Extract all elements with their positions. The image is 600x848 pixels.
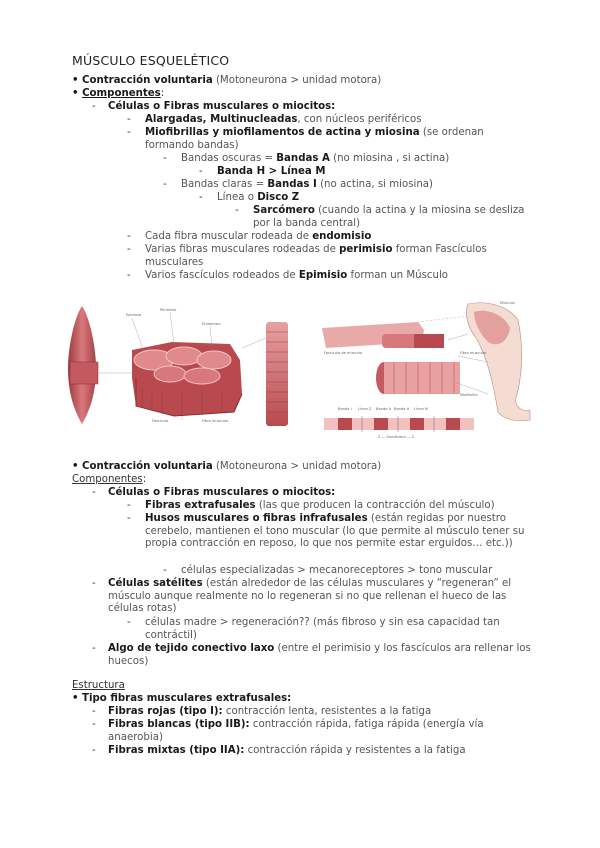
- s1-dash: -: [163, 179, 167, 190]
- s1-componentes-colon: :: [160, 88, 165, 99]
- s1-dash: -: [127, 244, 131, 255]
- s1-disco-bold: Disco Z: [257, 192, 300, 203]
- s1-oscuras-bold: Bandas A: [276, 153, 330, 164]
- s2-componentes-colon: :: [142, 474, 147, 485]
- s1-endomisio: [145, 231, 371, 244]
- fig-label: Fibra muscular: [202, 419, 229, 423]
- s3-rojas-bold: Fibras rojas (tipo I):: [108, 706, 223, 717]
- s1-perimisio-text: Varias fibras musculares rodeadas de: [145, 244, 340, 255]
- s2-dash: -: [92, 487, 96, 498]
- fig-label: Fascículo de músculo: [324, 351, 363, 355]
- myofibril-illustration: [376, 362, 460, 394]
- s2-husos-rest: (están regidas por nuestro cerebelo, mantienen el tono muscular (lo que permite al músculo tener su propia contracción en reposo, lo que nos permite estar erguidos… etc.)): [145, 513, 525, 550]
- s3-dash: -: [92, 719, 96, 730]
- fig-label: Perimisio: [160, 308, 177, 312]
- s2-contraccion-bold: • Contracción voluntaria: [72, 461, 213, 472]
- s2-line-contraccion: [72, 461, 381, 474]
- s2-dash: -: [163, 565, 167, 576]
- s1-celulas: Células o Fibras musculares o miocitos:: [108, 101, 336, 112]
- fig-label: Línea Z: [358, 407, 372, 411]
- muscle-structure-figure-left: [62, 298, 316, 430]
- s1-oscuras-text: Bandas oscuras =: [181, 153, 277, 164]
- s1-line-contraccion: [72, 75, 381, 88]
- s2-tejido-conectivo: [108, 643, 538, 668]
- s1-epimisio-text: Varios fascículos rodeados de: [145, 270, 299, 281]
- s3-dash: -: [92, 745, 96, 756]
- s1-endomisio-bold: endomisio: [312, 231, 372, 242]
- s1-claras-text: Bandas claras =: [181, 179, 268, 190]
- s3-fibras-rojas: [108, 706, 431, 719]
- s3-dash: -: [92, 706, 96, 717]
- s1-oscuras-note: (no miosina , si actina): [329, 153, 450, 164]
- s2-extrafusales-bold: Fibras extrafusales: [145, 500, 256, 511]
- fig-label: Banda A: [376, 407, 392, 411]
- s2-dash: -: [127, 513, 131, 524]
- s1-dash: -: [163, 153, 167, 164]
- s1-miofibrillas-rest: (se ordenan formando bandas): [145, 127, 484, 151]
- page-title: MÚSCULO ESQUELÉTICO: [72, 53, 230, 68]
- s2-celulas-especializadas: células especializadas > mecanoreceptores > tono muscular: [181, 565, 493, 576]
- s1-alargadas: [145, 114, 422, 127]
- s1-perimisio: [145, 244, 515, 269]
- s1-dash: -: [199, 192, 203, 203]
- fig-label: Endomisio: [202, 322, 221, 326]
- s2-dash: -: [92, 578, 96, 589]
- s1-sarcomero-rest: (cuando la actina y la miosina se desliza por la banda central): [253, 205, 525, 229]
- s1-sarcomero-bold: Sarcómero: [253, 205, 315, 216]
- fig-label: Línea M: [414, 407, 428, 411]
- s2-line-componentes: [72, 474, 146, 487]
- s1-epimisio: [145, 270, 448, 283]
- s2-husos-bold: Husos musculares o fibras infrafusales: [145, 513, 368, 524]
- s2-dash: -: [127, 617, 131, 628]
- fiber-illustration: [382, 334, 444, 348]
- s2-dash: -: [92, 643, 96, 654]
- fig-label: Z — Sarcómero — Z: [378, 435, 415, 439]
- s2-extrafusales: [145, 500, 495, 513]
- s1-dash: -: [127, 270, 131, 281]
- fig-label: Miofibrilla: [460, 393, 478, 397]
- s2-dash: -: [127, 500, 131, 511]
- fig-label: Fascículo: [152, 419, 169, 423]
- s3-rojas-rest: contracción lenta, resistentes a la fatiga: [222, 706, 432, 717]
- s2-contraccion-rest: (Motoneurona > unidad motora): [212, 461, 382, 472]
- s2-extrafusales-rest: (las que producen la contracción del músculo): [255, 500, 495, 511]
- s1-dash: -: [127, 127, 131, 138]
- s2-satelites-bold: Células satélites: [108, 578, 203, 589]
- s1-bullet: •: [72, 88, 83, 99]
- s1-alargadas-bold: Alargadas, Multinucleadas: [145, 114, 298, 125]
- s2-husos: [145, 513, 535, 551]
- s1-perimisio-bold: perimisio: [339, 244, 393, 255]
- s1-miofibrillas-bold: Miofibrillas y miofilamentos de actina y miosina: [145, 127, 420, 138]
- s2-componentes-heading: Componentes: [72, 474, 143, 485]
- fig-label: Músculo: [500, 301, 515, 305]
- s1-epimisio-rest: forman un Músculo: [347, 270, 449, 281]
- s1-dash: -: [127, 231, 131, 242]
- s1-line-componentes: [72, 88, 164, 101]
- s1-dash: -: [127, 114, 131, 125]
- s3-tipo-fibras: • Tipo fibras musculares extrafusales:: [72, 693, 292, 704]
- sarcomere-illustration: [324, 416, 474, 432]
- s3-estructura-heading: Estructura: [72, 680, 125, 691]
- s1-endomisio-text: Cada fibra muscular rodeada de: [145, 231, 313, 242]
- s1-dash: -: [235, 205, 239, 216]
- s3-mixtas-bold: Fibras mixtas (tipo IIA):: [108, 745, 245, 756]
- muscle-fiber-illustration: [242, 322, 288, 426]
- s1-alargadas-rest: , con núcleos periféricos: [297, 114, 422, 125]
- s1-banda-h: Banda H > Línea M: [217, 166, 326, 177]
- s2-celulas: Células o Fibras musculares o miocitos:: [108, 487, 336, 498]
- s3-mixtas-rest: contracción rápida y resistentes a la fatiga: [244, 745, 466, 756]
- s3-blancas-rest: contracción rápida, fatiga rápida (energía vía anaerobia): [108, 719, 484, 743]
- s1-bandas-oscuras: [181, 153, 449, 166]
- s2-satelites-rest: (están alrededor de las células musculares y “regeneran” el músculo aunque realmente no lo regeneran si no que rellenan el hueco de las células rotas): [108, 578, 512, 615]
- fascicle-cross-section-illustration: [132, 342, 242, 416]
- s3-fibras-blancas: [108, 719, 508, 744]
- s1-contraccion-bold: • Contracción voluntaria: [72, 75, 213, 86]
- muscle-structure-figure-right: [318, 298, 532, 440]
- s2-celulas-madre: células madre > regeneración?? (más fibroso y sin esa capacidad tan contráctil): [145, 617, 500, 641]
- s3-fibras-mixtas: [108, 745, 466, 758]
- s1-contraccion-rest: (Motoneurona > unidad motora): [212, 75, 382, 86]
- s1-bandas-claras: [181, 179, 433, 192]
- fig-label: Fibra muscular: [460, 351, 487, 355]
- fig-label: Banda H: [394, 407, 410, 411]
- s3-blancas-bold: Fibras blancas (tipo IIB):: [108, 719, 250, 730]
- s1-dash: -: [92, 101, 96, 112]
- s1-epimisio-bold: Epimisio: [298, 270, 348, 281]
- s1-sarcomero: [253, 205, 543, 230]
- s1-miofibrillas: [145, 127, 533, 152]
- s1-dash: -: [199, 166, 203, 177]
- s1-linea-text: Línea o: [217, 192, 258, 203]
- s1-perimisio-rest: forman Fascículos musculares: [145, 244, 487, 268]
- fig-label: Banda I: [338, 407, 352, 411]
- s1-linea-disco: [217, 192, 299, 205]
- s1-claras-note: (no actina, si miosina): [316, 179, 434, 190]
- s2-tejido-rest: (entre el perimisio y los fascículos ara rellenar los huecos): [108, 643, 531, 667]
- whole-muscle-illustration: [68, 306, 134, 424]
- s1-claras-bold: Bandas I: [267, 179, 317, 190]
- fig-label: Epimisio: [126, 313, 142, 317]
- s2-satelites: [108, 578, 540, 616]
- s1-componentes-heading: Componentes: [82, 88, 161, 99]
- s2-tejido-bold: Algo de tejido conectivo laxo: [108, 643, 275, 654]
- arm-muscle-illustration: [466, 303, 530, 421]
